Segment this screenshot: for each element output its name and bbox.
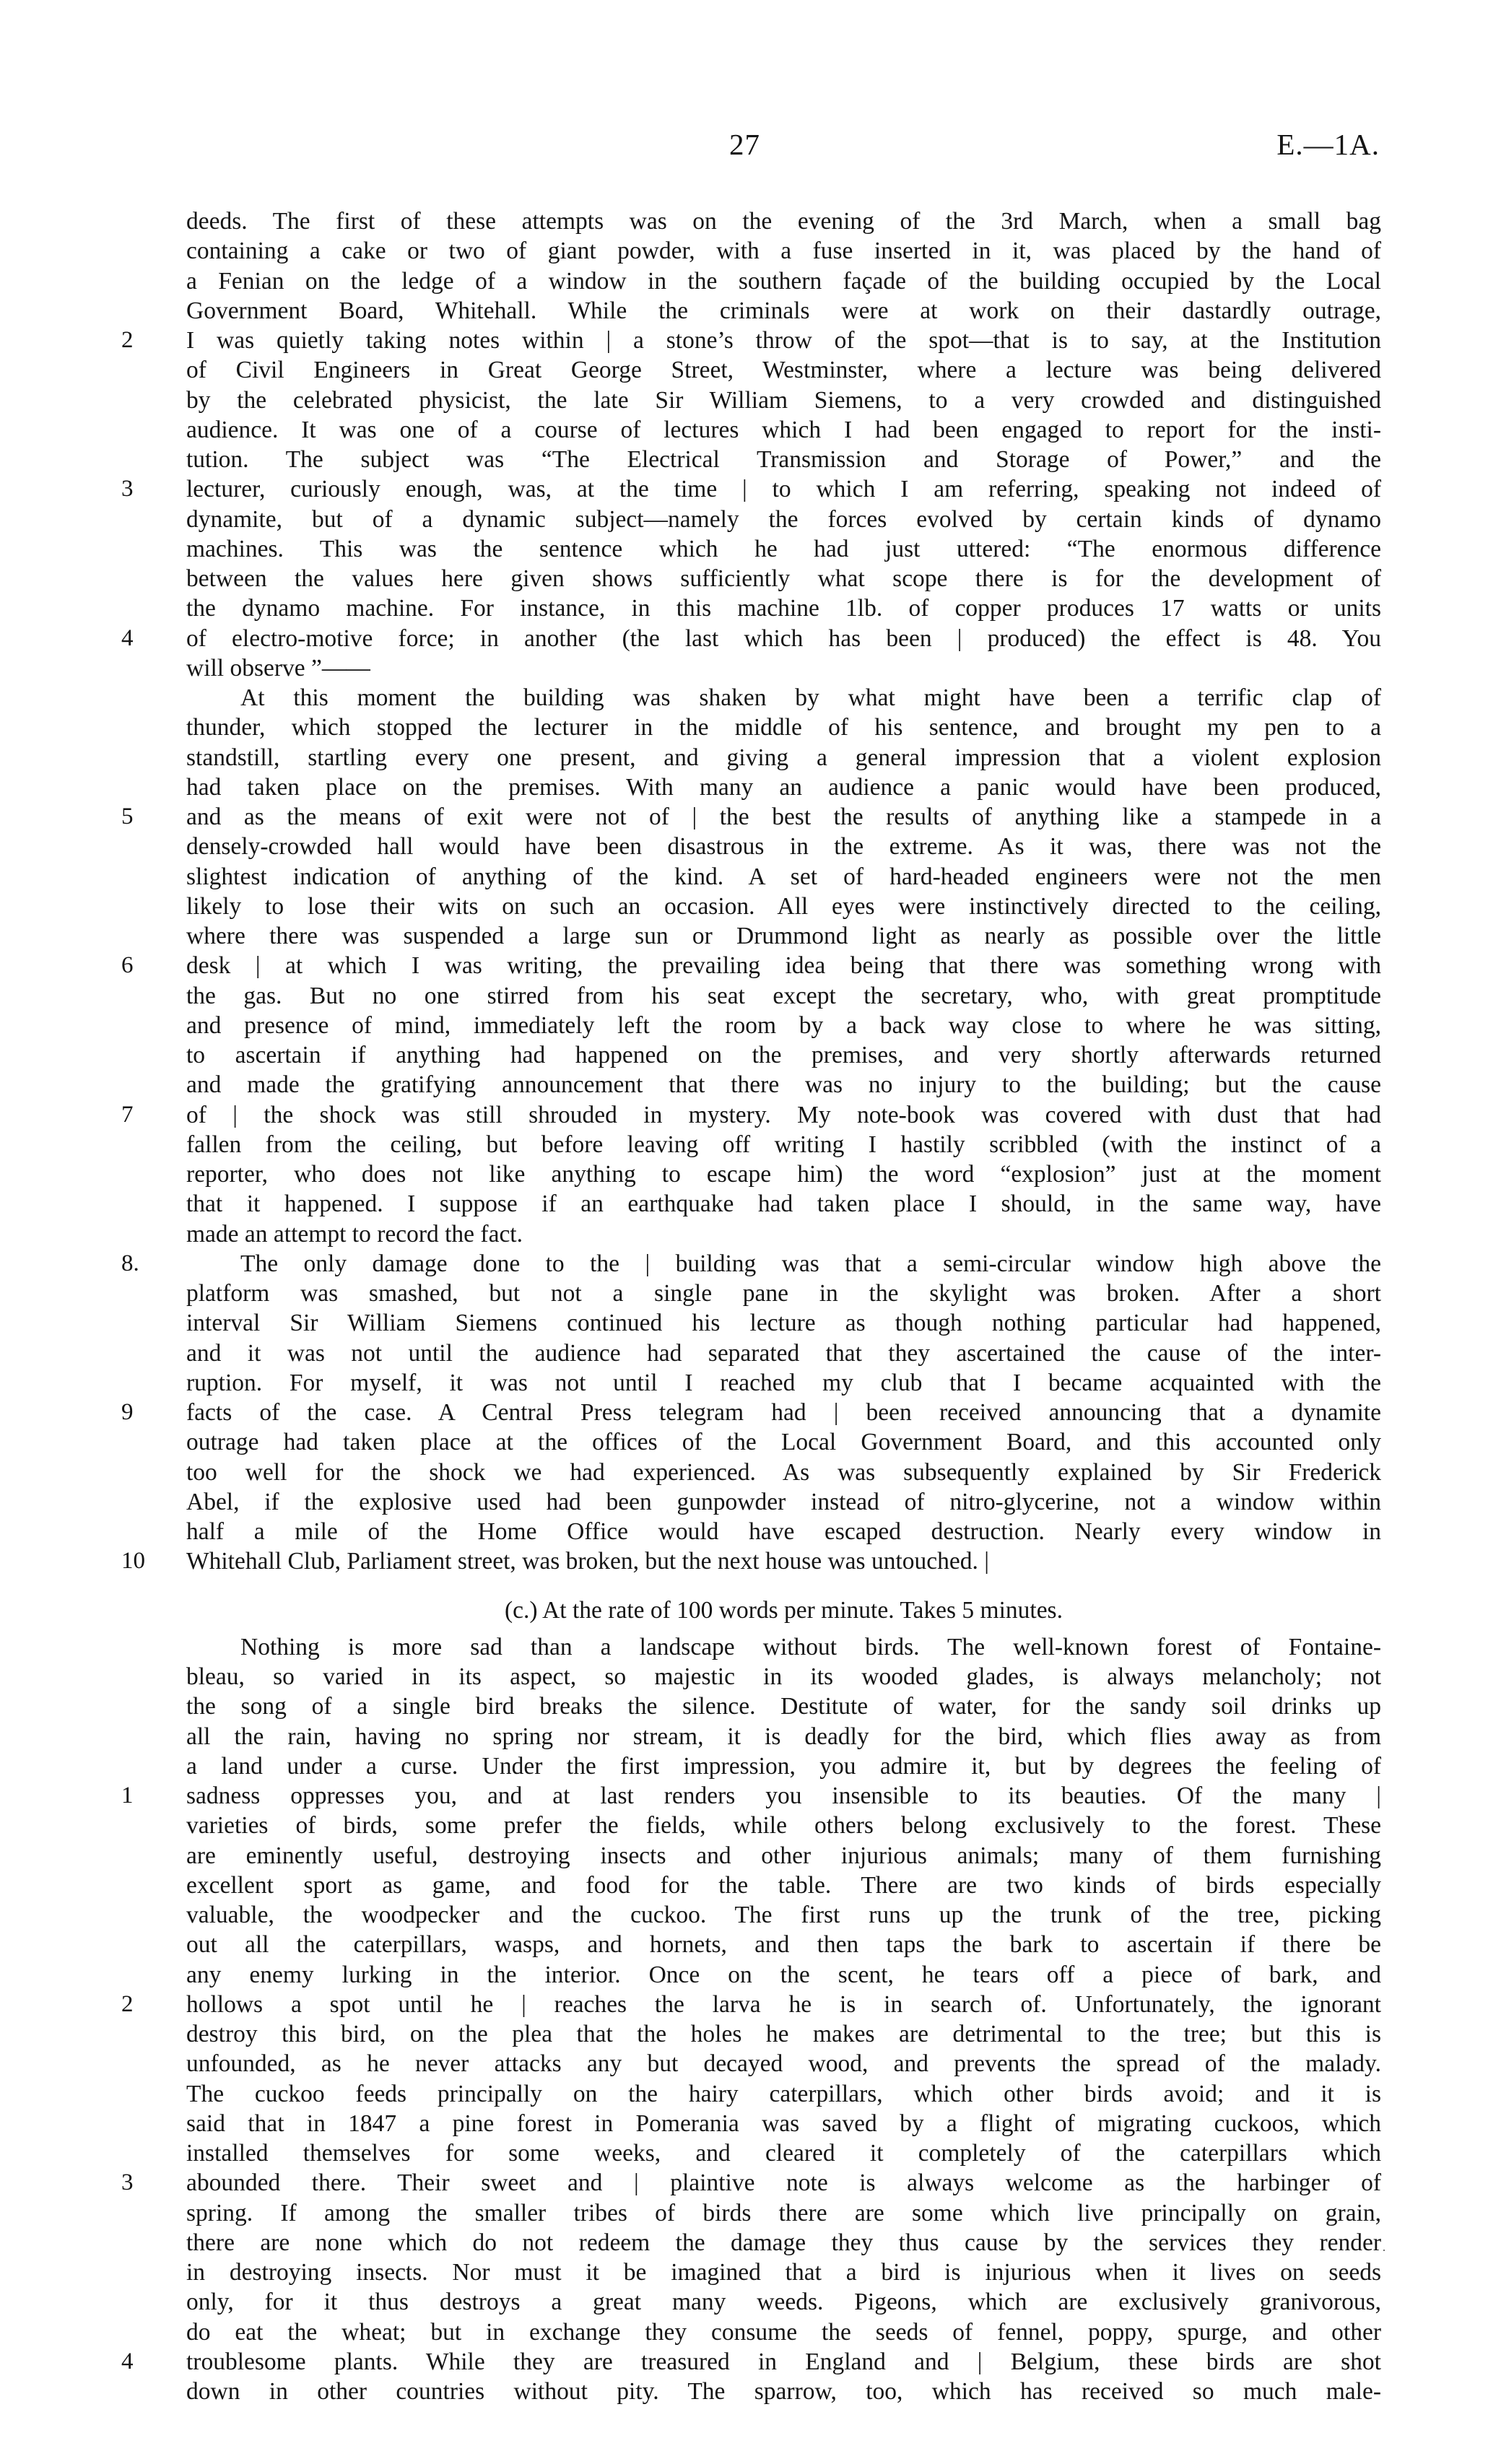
margin-line-number: 8.	[121, 1250, 139, 1276]
line-text: of Civil Engineers in Great George Street, Westminster, where a lecture was being delivered	[186, 357, 1381, 384]
text-line	[0, 1722, 1501, 1751]
text-line	[0, 1546, 1501, 1576]
text-line	[0, 296, 1501, 326]
line-text: any enemy lurking in the interior. Once on the scent, he tears off a piece of bark, and	[186, 1961, 1381, 1988]
text-line	[0, 2049, 1501, 2078]
text-line	[0, 2347, 1501, 2377]
line-text: made an attempt to record the fact.	[186, 1220, 523, 1248]
text-line	[0, 743, 1501, 772]
text-line	[0, 1990, 1501, 2019]
margin-line-number: 2	[121, 327, 134, 353]
margin-line-number: 2	[121, 1990, 134, 2017]
line-text: will observe ”——	[186, 654, 370, 682]
text-line	[0, 1189, 1501, 1219]
text-line	[0, 2317, 1501, 2347]
text-line	[0, 981, 1501, 1011]
line-text: densely-crowded hall would have been disastrous in the extreme. As it was, there was not the	[186, 833, 1381, 861]
text-line	[0, 386, 1501, 415]
margin-line-number: 5	[121, 804, 134, 830]
text-line	[0, 534, 1501, 564]
line-text: do eat the wheat; but in exchange they consume the seeds of fennel, poppy, spurge, and other	[186, 2318, 1381, 2346]
text-line	[0, 593, 1501, 623]
text-line	[0, 326, 1501, 355]
line-text: of | the shock was still shrouded in mystery. My note-book was covered with dust that had	[186, 1101, 1381, 1128]
line-text: unfounded, as he never attacks any but decayed wood, and prevents the spread of the malady.	[186, 2050, 1381, 2078]
line-text: there are none which do not redeem the damage they thus cause by the services they render	[186, 2229, 1381, 2256]
text-line	[0, 1070, 1501, 1100]
text-line	[0, 921, 1501, 951]
line-text: sadness oppresses you, and at last renders you insensible to its beauties. Of the many |	[186, 1782, 1381, 1809]
line-text: machines. This was the sentence which he had just uttered: “The enormous difference	[186, 535, 1381, 562]
page-number: 27	[729, 128, 760, 161]
text-line	[0, 2258, 1501, 2287]
margin-line-number: 7	[121, 1101, 134, 1128]
text-line	[0, 1632, 1501, 1662]
line-text: out all the caterpillars, wasps, and hornets, and then taps the bark to ascertain if there be	[186, 1931, 1381, 1959]
text-line	[0, 1811, 1501, 1840]
text-line	[0, 445, 1501, 474]
margin-line-number: 4	[121, 2348, 134, 2374]
line-text: too well for the shock we had experienced. As was subsequently explained by Sir Frederick	[186, 1458, 1381, 1486]
line-text: between the values here given shows sufficiently what scope there is for the development of	[186, 565, 1381, 592]
text-line	[0, 236, 1501, 266]
line-text: spring. If among the smaller tribes of birds there are some which live principally on grain,	[186, 2199, 1381, 2226]
text-line	[0, 415, 1501, 445]
section-heading: (c.) At the rate of 100 words per minute. Takes 5 minutes.	[505, 1596, 1063, 1624]
line-text: thunder, which stopped the lecturer in the middle of his sentence, and brought my pen to a	[186, 714, 1381, 741]
line-text: bleau, so varied in its aspect, so majestic in its wooded glades, is always melancholy; not	[186, 1663, 1381, 1690]
line-text: Government Board, Whitehall. While the criminals were at work on their dastardly outrage,	[186, 297, 1381, 324]
text-line	[0, 1279, 1501, 1308]
line-text: the dynamo machine. For instance, in this machine 1lb. of copper produces 17 watts or units	[186, 595, 1381, 622]
line-text: of electro-motive force; in another (the last which has been | produced) the effect is 48. You	[186, 624, 1381, 652]
line-text: are eminently useful, destroying insects and other injurious animals; many of them furnishing	[186, 1842, 1381, 1869]
text-line	[0, 2198, 1501, 2228]
text-line	[0, 713, 1501, 742]
text-line	[0, 1040, 1501, 1070]
text-line	[0, 1011, 1501, 1040]
line-text: excellent sport as game, and food for the table. There are two kinds of birds especially	[186, 1871, 1381, 1899]
line-text: outrage had taken place at the offices of the Local Government Board, and this accounted only	[186, 1429, 1381, 1456]
line-text: valuable, the woodpecker and the cuckoo. The first runs up the trunk of the tree, picking	[186, 1902, 1381, 1928]
margin-line-number: 4	[121, 624, 134, 651]
text-line	[0, 1368, 1501, 1398]
text-line	[0, 1960, 1501, 1990]
section-code: E.—1A.	[1276, 128, 1380, 161]
text-line	[0, 474, 1501, 504]
line-text: installed themselves for some weeks, and cleared it completely of the caterpillars which	[186, 2140, 1381, 2167]
text-line	[0, 2168, 1501, 2198]
line-text: the gas. But no one stirred from his seat except the secretary, who, with great promptitude	[186, 982, 1381, 1009]
line-text: and as the means of exit were not of | the best the results of anything like a stampede in a	[186, 804, 1381, 830]
line-text: said that in 1847 a pine forest in Pomerania was saved by a flight of migrating cuckoos, which	[186, 2110, 1381, 2137]
line-text: dynamite, but of a dynamic subject—namely the forces evolved by certain kinds of dynamo	[186, 505, 1381, 533]
line-text: The only damage done to the | building was that a semi-circular window high above the	[240, 1250, 1381, 1277]
text-line	[0, 1219, 1501, 1249]
line-text: down in other countries without pity. The sparrow, too, which has received so much male-	[186, 2378, 1381, 2405]
line-text: abounded there. Their sweet and | plaintive note is always welcome as the harbinger of	[186, 2169, 1381, 2197]
line-text: a Fenian on the ledge of a window in the southern façade of the building occupied by the Local	[186, 267, 1381, 295]
text-line	[0, 1427, 1501, 1457]
line-text: The cuckoo feeds principally on the hairy caterpillars, which other birds avoid; and it is	[186, 2080, 1381, 2107]
text-line	[0, 505, 1501, 534]
text-line	[0, 1130, 1501, 1159]
text-line	[0, 1900, 1501, 1930]
text-line	[0, 892, 1501, 921]
line-text: and it was not until the audience had separated that they ascertained the cause of the inter-	[186, 1339, 1381, 1367]
line-text: and made the gratifying announcement that there was no injury to the building; but the cause	[186, 1071, 1381, 1099]
text-line	[0, 1249, 1501, 1279]
text-line	[0, 802, 1501, 832]
line-text: fallen from the ceiling, but before leaving off writing I hastily scribbled (with the instinct of a	[186, 1131, 1381, 1158]
line-text: likely to lose their wits on such an occasion. All eyes were instinctively directed to the ceiling,	[186, 892, 1381, 920]
line-text: Nothing is more sad than a landscape without birds. The well-known forest of Fontaine-	[240, 1633, 1381, 1660]
line-text: Whitehall Club, Parliament street, was broken, but the next house was untouched. |	[186, 1548, 989, 1575]
margin-line-number: 6	[121, 952, 134, 979]
line-text: Abel, if the explosive used had been gunpowder instead of nitro-glycerine, not a window within	[186, 1488, 1381, 1515]
text-line	[0, 1458, 1501, 1487]
line-text: lecturer, curiously enough, was, at the time | to which I am referring, speaking not indeed of	[186, 476, 1381, 503]
line-text: hollows a spot until he | reaches the larva he is in search of. Unfortunately, the ignorant	[186, 1990, 1381, 2018]
text-line	[0, 1308, 1501, 1338]
text-line	[0, 2079, 1501, 2109]
text-line	[0, 862, 1501, 892]
line-text: only, for it thus destroys a great many weeds. Pigeons, which are exclusively granivorous,	[186, 2289, 1381, 2316]
text-line	[0, 1692, 1501, 1721]
section-heading-line	[0, 1595, 1501, 1625]
line-text: deeds. The first of these attempts was on the evening of the 3rd March, when a small bag	[186, 208, 1381, 235]
text-line	[0, 2228, 1501, 2258]
line-text: At this moment the building was shaken by what might have been a terrific clap of	[240, 684, 1381, 711]
section-spacer	[0, 1625, 1501, 1632]
text-line	[0, 832, 1501, 861]
line-text: all the rain, having no spring nor stream, it is deadly for the bird, which flies away as from	[186, 1723, 1381, 1750]
line-text: to ascertain if anything had happened on the premises, and very shortly afterwards returned	[186, 1042, 1381, 1068]
text-line	[0, 2138, 1501, 2168]
line-text: desk | at which I was writing, the prevailing idea being that there was something wrong with	[186, 952, 1381, 980]
text-line	[0, 1841, 1501, 1871]
text-line	[0, 624, 1501, 653]
text-line	[0, 2287, 1501, 2317]
line-text: containing a cake or two of giant powder, with a fuse inserted in it, was placed by the hand of	[186, 238, 1381, 265]
text-line	[0, 206, 1501, 236]
text-line	[0, 1781, 1501, 1811]
text-line	[0, 1100, 1501, 1130]
text-line	[0, 266, 1501, 296]
line-text: platform was smashed, but not a single pane in the skylight was broken. After a short	[186, 1280, 1381, 1307]
text-line	[0, 2019, 1501, 2049]
text-line	[0, 1487, 1501, 1517]
line-text: facts of the case. A Central Press telegram had | been received announcing that a dynamite	[186, 1399, 1381, 1426]
margin-line-number: 3	[121, 476, 134, 502]
line-text: where there was suspended a large sun or Drummond light as nearly as possible over the little	[186, 923, 1381, 949]
text-line	[0, 653, 1501, 683]
text-line	[0, 355, 1501, 385]
line-text: standstill, startling every one present, and giving a general impression that a violent explosion	[186, 744, 1381, 771]
margin-line-number: 9	[121, 1399, 134, 1425]
text-line	[0, 1930, 1501, 1959]
line-text: in destroying insects. Nor must it be imagined that a bird is injurious when it lives on seeds	[186, 2259, 1381, 2286]
text-line	[0, 1159, 1501, 1189]
line-text: had taken place on the premises. With many an audience a panic would have been produced,	[186, 773, 1381, 801]
margin-line-number: 3	[121, 2169, 134, 2196]
text-line	[0, 951, 1501, 980]
text-line	[0, 772, 1501, 802]
line-text: I was quietly taking notes within | a stone’s throw of the spot—that is to say, at the Institution	[186, 327, 1381, 354]
body-text	[0, 206, 1501, 2406]
line-text: troublesome plants. While they are treasured in England and | Belgium, these birds are shot	[186, 2348, 1381, 2375]
section-spacer	[0, 1577, 1501, 1595]
text-line	[0, 1751, 1501, 1781]
text-line	[0, 2377, 1501, 2406]
line-text: the song of a single bird breaks the silence. Destitute of water, for the sandy soil drinks up	[186, 1693, 1381, 1720]
line-text: slightest indication of anything of the kind. A set of hard-headed engineers were not the men	[186, 863, 1381, 890]
line-text: a land under a curse. Under the first impression, you admire it, but by degrees the feeling of	[186, 1752, 1381, 1780]
line-text: by the celebrated physicist, the late Sir William Siemens, to a very crowded and distinguished	[186, 386, 1381, 414]
page-header	[0, 127, 1501, 170]
line-text: audience. It was one of a course of lectures which I had been engaged to report for the insti-	[186, 416, 1381, 443]
line-text: ruption. For myself, it was not until I reached my club that I became acquainted with the	[186, 1369, 1381, 1396]
text-line	[0, 1338, 1501, 1368]
margin-line-number: 1	[121, 1782, 134, 1808]
line-text: half a mile of the Home Office would have escaped destruction. Nearly every window in	[186, 1518, 1381, 1545]
text-line	[0, 1517, 1501, 1546]
line-text: destroy this bird, on the plea that the holes he makes are detrimental to the tree; but this is	[186, 2021, 1381, 2047]
text-line	[0, 564, 1501, 593]
print-speck: ·	[1382, 2243, 1386, 2258]
line-text: interval Sir William Siemens continued his lecture as though nothing particular had happened,	[186, 1310, 1381, 1337]
text-line	[0, 683, 1501, 713]
text-line	[0, 2109, 1501, 2138]
margin-line-number: 10	[121, 1548, 145, 1575]
line-text: and presence of mind, immediately left the room by a back way close to where he was sitting,	[186, 1011, 1381, 1039]
line-text: that it happened. I suppose if an earthquake had taken place I should, in the same way, have	[186, 1190, 1381, 1218]
text-line	[0, 1398, 1501, 1427]
line-text: varieties of birds, some prefer the fields, while others belong exclusively to the forest. These	[186, 1812, 1381, 1840]
line-text: reporter, who does not like anything to escape him) the word “explosion” just at the moment	[186, 1161, 1381, 1188]
text-line	[0, 1662, 1501, 1692]
text-line	[0, 1871, 1501, 1900]
line-text: tution. The subject was “The Electrical Transmission and Storage of Power,” and the	[186, 446, 1381, 473]
